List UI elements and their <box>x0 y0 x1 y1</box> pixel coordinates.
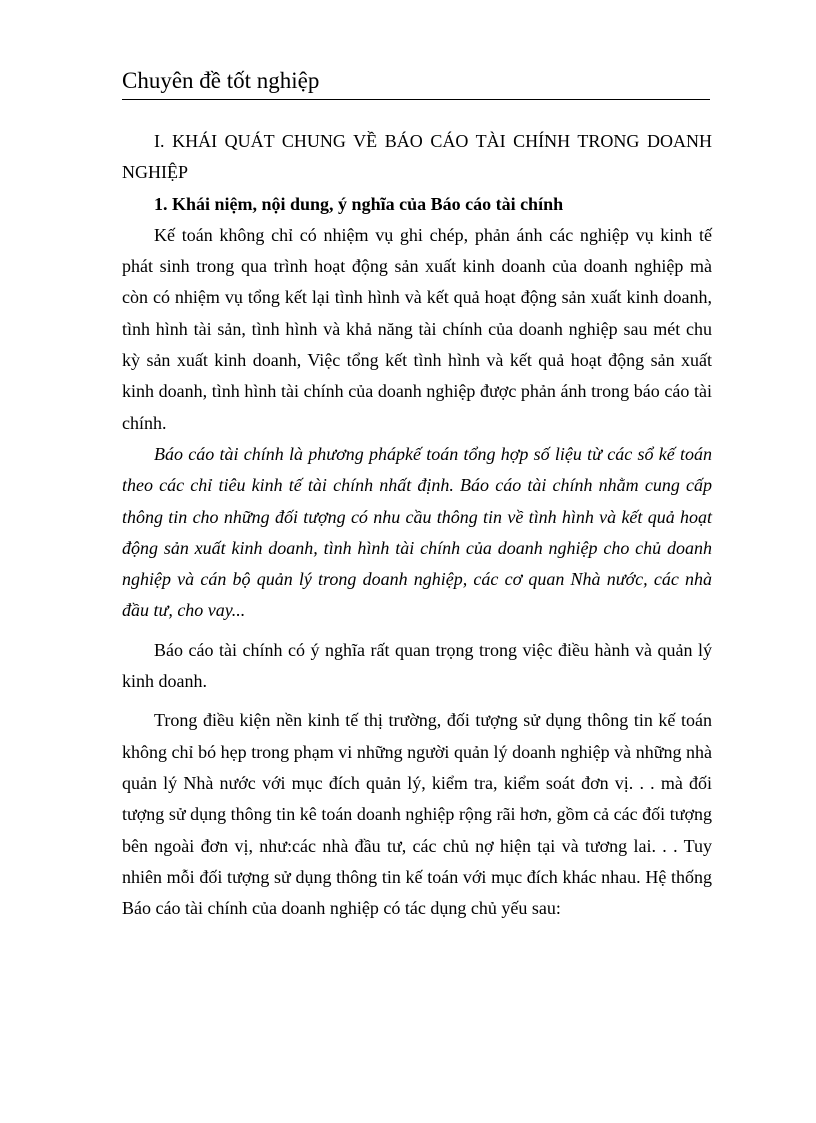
section-heading: I. KHÁI QUÁT CHUNG VỀ BÁO CÁO TÀI CHÍNH TRONG DOANH NGHIỆP <box>122 131 712 183</box>
paragraph: Trong điều kiện nền kinh tế thị trường, đối tượng sử dụng thông tin kế toán không chỉ bó hẹp trong phạm vi những người quản lý doanh nghiệp và những nhà quản lý Nhà nước với mục đích quản lý, kiểm tra, kiểm soát đơn vị. . . mà đối tượng sử dụng thông tin kê toán doanh nghiệp rộng rãi hơn, gồm cả các đối tượng bên ngoài đơn vị, như:các nhà đầu tư, các chủ nợ hiện tại và tương lai. . . Tuy nhiên mỗi đối tượng sử dụng thông tin kế toán với mục đích khác nhau. Hệ thống Báo cáo tài chính của doanh nghiệp có tác dụng chủ yếu sau: <box>122 710 712 919</box>
document-body <box>122 126 712 924</box>
subsection-heading: 1. Khái niệm, nội dung, ý nghĩa của Báo cáo tài chính <box>154 193 564 214</box>
paragraph: Báo cáo tài chính có ý nghĩa rất quan trọng trong việc điều hành và quản lý kinh doanh. <box>122 639 712 692</box>
paragraph: Kế toán không chỉ có nhiệm vụ ghi chép, phản ánh các nghiệp vụ kinh tế phát sinh trong qua trình hoạt động sản xuất kinh doanh của doanh nghiệp mà còn có nhiệm vụ tổng kết lại tình hình và kết quả hoạt động sản xuất kinh doanh, tình hình tài sản, tình hình và khả năng tài chính của doanh nghiệp sau mét chu kỳ sản xuất kinh doanh, Việc tổng kết tình hình và kết quả hoạt động sản xuất kinh doanh, tình hình tài chính của doanh nghiệp được phản ánh trong báo cáo tài chính. <box>122 224 712 433</box>
paragraph-definition: Báo cáo tài chính là phương phápkế toán tổng hợp số liệu từ các sổ kế toán theo các chỉ tiêu kinh tế tài chính nhất định. Báo cáo tài chính nhằm cung cấp thông tin cho những đối tượng có nhu cầu thông tin về tình hình và kết quả hoạt động sản xuất kinh doanh, tình hình tài chính của doanh nghiệp cho chủ doanh nghiệp và cán bộ quản lý trong doanh nghiệp, các cơ quan Nhà nước, các nhà đầu tư, cho vay... <box>122 443 712 621</box>
header-divider <box>122 99 710 100</box>
header-title: Chuyên đề tốt nghiệp <box>122 68 320 93</box>
